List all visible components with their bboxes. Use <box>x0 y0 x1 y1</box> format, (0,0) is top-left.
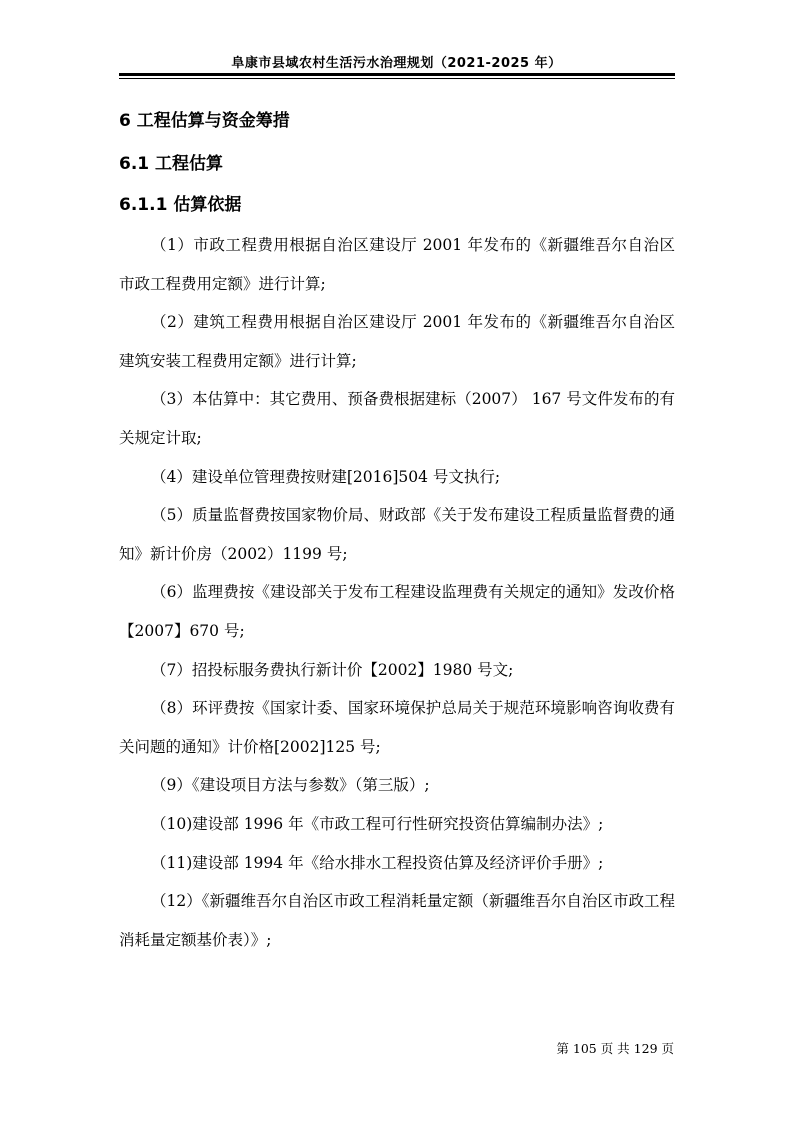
paragraph-8: （8）环评费按《国家计委、国家环境保护总局关于规范环境影响咨询收费有关问题的通知》计价格[2002]125 号; <box>119 699 675 756</box>
paragraph-2: （2）建筑工程费用根据自治区建设厅 2001 年发布的《新疆维吾尔自治区建筑安装工程费用定额》进行计算; <box>119 313 675 370</box>
subsubsection-title: 6.1.1 估算依据 <box>119 195 242 215</box>
paragraph-6: （6）监理费按《建设部关于发布工程建设监理费有关规定的通知》发改价格【2007】670 号; <box>119 583 675 640</box>
header-rule-thick <box>119 73 675 76</box>
chapter-title: 6 工程估算与资金筹措 <box>119 111 290 131</box>
paragraph-7: （7）招投标服务费执行新计价【2002】1980 号文; <box>151 660 514 679</box>
page-number: 第 105 页 共 129 页 <box>556 1041 674 1056</box>
paragraph-9: （9）《建设项目方法与参数》（第三版）; <box>151 776 430 795</box>
paragraph-10: （10)建设部 1996 年《市政工程可行性研究投资估算编制办法》; <box>151 814 604 833</box>
subsection-title: 6.1 工程估算 <box>119 154 224 174</box>
paragraph-5: （5）质量监督费按国家物价局、财政部《关于发布建设工程质量监督费的通知》新计价房（2002）1199 号; <box>119 506 675 563</box>
paragraph-12: （12）《新疆维吾尔自治区市政工程消耗量定额（新疆维吾尔自治区市政工程消耗量定额基价表）》; <box>119 892 675 949</box>
paragraph-1: （1）市政工程费用根据自治区建设厅 2001 年发布的《新疆维吾尔自治区市政工程费用定额》进行计算; <box>119 236 675 293</box>
header-title: 阜康市县域农村生活污水治理规划（2021-2025 年） <box>231 56 562 71</box>
paragraph-3: （3）本估算中：其它费用、预备费根据建标（2007） 167 号文件发布的有关规定计取; <box>119 390 675 447</box>
paragraph-4: （4）建设单位管理费按财建[2016]504 号文执行; <box>151 467 501 486</box>
paragraph-11: （11)建设部 1994 年《给水排水工程投资估算及经济评价手册》; <box>151 853 604 872</box>
body-content <box>119 226 675 959</box>
header-rule-thin <box>119 78 675 79</box>
